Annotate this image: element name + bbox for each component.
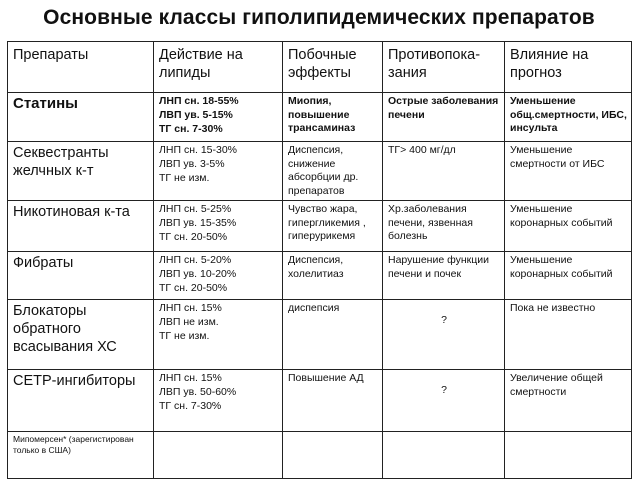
action-tg: ТГ не изм. — [159, 329, 210, 342]
lipid-action — [154, 201, 283, 252]
prognosis: Пока не известно — [505, 300, 632, 370]
header-drugs: Препараты — [8, 42, 154, 93]
table-row-mipomersen — [8, 432, 632, 479]
action-tg: ТГ сн. 7-30% — [159, 122, 223, 135]
contraindications: ТГ> 400 мг/дл — [383, 142, 505, 201]
prognosis: Уменьшение общ.смертности, ИБС, инсульта — [505, 93, 632, 142]
table-row-nicotinic-acid — [8, 201, 632, 252]
contraindications: Хр.заболевания печени, язвенная болезнь — [383, 201, 505, 252]
table-row-absorption-blockers — [8, 300, 632, 370]
action-tg: ТГ сн. 20-50% — [159, 281, 228, 294]
lipid-action — [154, 432, 283, 479]
action-ldl: ЛНП сн. 5-20% — [159, 254, 232, 266]
header-side-effects: Побочные эффекты — [283, 42, 383, 93]
contraindications: ? — [383, 300, 505, 370]
prognosis: Уменьшение коронарных событий — [505, 252, 632, 300]
action-hdl: ЛВП ув. 50-60% — [159, 385, 237, 398]
drug-name: Никотиновая к-та — [8, 201, 154, 252]
lipid-action — [154, 93, 283, 142]
contraindications: Острые заболевания печени — [383, 93, 505, 142]
prognosis: Увеличение общей смертности — [505, 370, 632, 432]
lipid-action — [154, 300, 283, 370]
side-effects: Миопия, повышение трансаминаз — [283, 93, 383, 142]
action-ldl: ЛНП сн. 15% — [159, 302, 222, 314]
table-row-statins — [8, 93, 632, 142]
action-tg: ТГ сн. 7-30% — [159, 399, 222, 412]
action-hdl: ЛВП ув. 5-15% — [159, 108, 233, 121]
header-contraindications: Противопока-зания — [383, 42, 505, 93]
drug-name: CETP-ингибиторы — [8, 370, 154, 432]
action-hdl: ЛВП не изм. — [159, 315, 219, 328]
table-header-row — [8, 42, 632, 93]
side-effects: диспепсия — [283, 300, 383, 370]
action-tg: ТГ сн. 20-50% — [159, 230, 228, 243]
action-tg: ТГ не изм. — [159, 171, 210, 184]
page-title: Основные классы гиполипидемических препаратов — [43, 6, 595, 29]
action-hdl: ЛВП ув. 3-5% — [159, 157, 225, 170]
drug-name: Фибраты — [8, 252, 154, 300]
action-ldl: ЛНП сн. 15% — [159, 372, 222, 384]
contraindications: Нарушение функции печени и почек — [383, 252, 505, 300]
header-prognosis: Влияние на прогноз — [505, 42, 632, 93]
drug-name: Блокаторы обратного всасывания ХС — [8, 300, 154, 370]
action-ldl: ЛНП сн. 18-55% — [159, 95, 239, 107]
side-effects: Диспепсия, снижение абсорбции др. препаратов — [283, 142, 383, 201]
side-effects: Повышение АД — [283, 370, 383, 432]
table-row-fibrates — [8, 252, 632, 300]
drug-name: Статины — [8, 93, 154, 142]
lipid-action — [154, 370, 283, 432]
lipid-action — [154, 142, 283, 201]
contraindications — [383, 432, 505, 479]
prognosis — [505, 432, 632, 479]
action-ldl: ЛНП сн. 15-30% — [159, 144, 238, 156]
drug-classes-table — [7, 41, 632, 479]
prognosis: Уменьшение смертности от ИБС — [505, 142, 632, 201]
header-action: Действие на липиды — [154, 42, 283, 93]
lipid-action — [154, 252, 283, 300]
drug-name: Секвестранты желчных к-т — [8, 142, 154, 201]
side-effects: Чувство жара, гипергликемия , гиперурикемя — [283, 201, 383, 252]
drug-name: Мипомерсен* (зарегистирован только в США) — [8, 432, 154, 479]
prognosis: Уменьшение коронарных событий — [505, 201, 632, 252]
contraindications: ? — [383, 370, 505, 432]
action-hdl: ЛВП ув. 10-20% — [159, 267, 237, 280]
side-effects — [283, 432, 383, 479]
action-hdl: ЛВП ув. 15-35% — [159, 216, 237, 229]
table-row-sequestrants — [8, 142, 632, 201]
side-effects: Диспепсия, холелитиаз — [283, 252, 383, 300]
table-row-cetp-inhibitors — [8, 370, 632, 432]
action-ldl: ЛНП сн. 5-25% — [159, 203, 232, 215]
